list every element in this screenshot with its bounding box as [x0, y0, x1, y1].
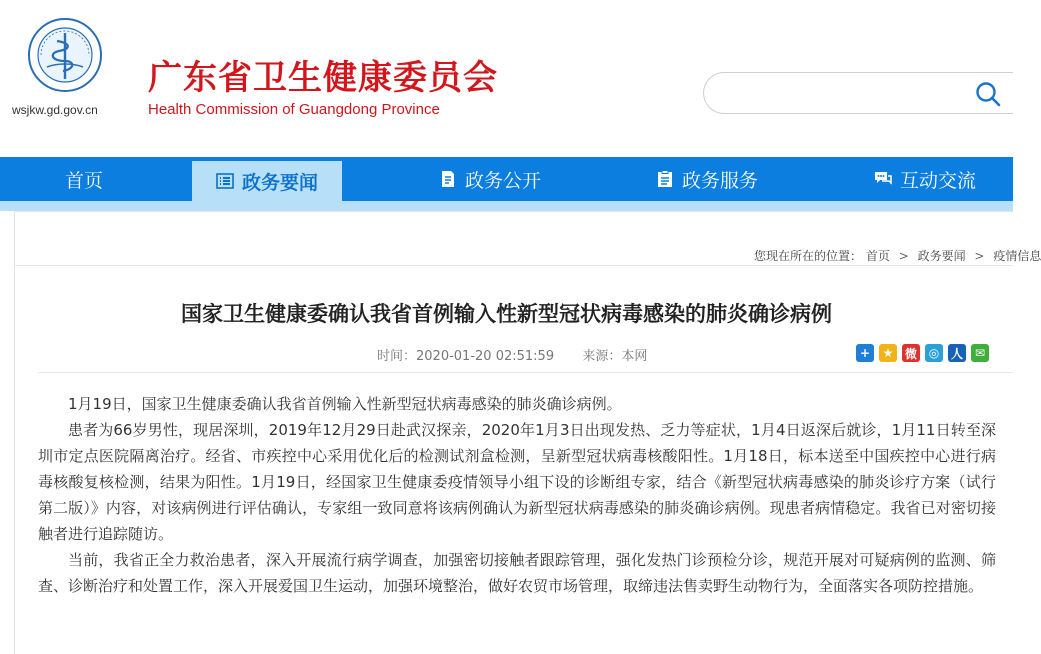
- nav-news[interactable]: [192, 161, 342, 201]
- breadcrumb-separator: >: [898, 249, 909, 263]
- share-bar: [856, 344, 989, 362]
- article-meta: [377, 345, 647, 364]
- nav-home[interactable]: [28, 157, 140, 201]
- article-body: [38, 391, 996, 599]
- site-header: [0, 0, 1013, 157]
- article-paragraph: 1月19日，国家卫生健康委确认我省首例输入性新型冠状病毒感染的肺炎确诊病例。: [68, 395, 622, 413]
- org-name-en: Health Commission of Guangdong Province: [148, 101, 440, 118]
- org-name-cn[interactable]: 广东省卫生健康委员会: [148, 58, 498, 98]
- publish-time: 2020-01-20 02:51:59: [416, 349, 555, 364]
- list-icon: [216, 172, 234, 190]
- share-more-icon[interactable]: +: [856, 344, 874, 362]
- nav-underline: [0, 201, 1013, 211]
- nav-news-label: 政务要闻: [241, 171, 318, 194]
- nav-interaction-label: 互动交流: [899, 169, 976, 192]
- wechat-icon[interactable]: ✉: [971, 344, 989, 362]
- main-nav: [0, 157, 1013, 201]
- clipboard-icon: [656, 170, 674, 188]
- breadcrumb-home[interactable]: 首页: [865, 249, 890, 263]
- article-paragraph: 患者为66岁男性，现居深圳，2019年12月29日赴武汉探亲，2020年1月3日出现发热、乏力等症状，1月4日返深后就诊，1月11日转至深圳市定点医院隔离治疗。经省、市疾控中心采用优化后的检测试剂盒检测，呈新型冠状病毒核酸阳性。1月18日，标本送至中国疾控中心进行病毒核酸复核检测，结果为阳性。1月19日，经国家卫生健康委疫情领导小组下设的诊断组专家，结合《新型冠状病毒感染的肺炎诊疗方案（试行第二版）》内容，对该病例进行评估确认，专家组一致同意将该病例确认为新型冠状病毒感染的肺炎确诊病例。现患者病情稳定。我省已对密切接触者进行追踪随访。: [38, 421, 996, 543]
- article-title: 国家卫生健康委确认我省首例输入性新型冠状病毒感染的肺炎确诊病例: [181, 302, 832, 326]
- source-label: 来源：: [582, 349, 622, 364]
- health-commission-logo[interactable]: [27, 17, 103, 93]
- qzone-icon[interactable]: ★: [879, 344, 897, 362]
- time-label: 时间：: [377, 349, 417, 364]
- nav-home-label: 首页: [64, 169, 103, 192]
- meta-divider: [38, 372, 1013, 373]
- breadcrumb: [754, 247, 1041, 264]
- tencent-weibo-icon[interactable]: ◎: [925, 344, 943, 362]
- breadcrumb-separator: >: [974, 249, 985, 263]
- document-icon: [439, 170, 457, 188]
- nav-interaction[interactable]: [855, 157, 995, 201]
- search-icon[interactable]: [974, 80, 1002, 108]
- breadcrumb-epidemic[interactable]: 疫情信息: [993, 249, 1041, 263]
- breadcrumb-divider: [14, 265, 1013, 266]
- nav-gov-services[interactable]: [637, 157, 777, 201]
- renren-icon[interactable]: 人: [948, 344, 966, 362]
- weibo-icon[interactable]: 微: [902, 344, 920, 362]
- nav-gov-affairs-label: 政务公开: [464, 169, 541, 192]
- search-box: [703, 72, 1013, 114]
- chat-icon: [874, 170, 892, 188]
- nav-gov-affairs[interactable]: [420, 157, 560, 201]
- nav-gov-services-label: 政务服务: [681, 169, 758, 192]
- search-input[interactable]: [722, 81, 962, 105]
- breadcrumb-news[interactable]: 政务要闻: [917, 249, 966, 263]
- article-source: 本网: [621, 349, 648, 364]
- article-paragraph: 当前，我省正全力救治患者，深入开展流行病学调查，加强密切接触者跟踪管理，强化发热门诊预检分诊，规范开展对可疑病例的监测、筛查、诊断治疗和处置工作，深入开展爱国卫生运动，加强环境整治，做好农贸市场管理，取缔违法售卖野生动物行为，全面落实各项防控措施。: [38, 551, 996, 595]
- breadcrumb-prefix: 您现在所在的位置：: [754, 249, 863, 263]
- site-url: wsjkw.gd.gov.cn: [12, 103, 98, 117]
